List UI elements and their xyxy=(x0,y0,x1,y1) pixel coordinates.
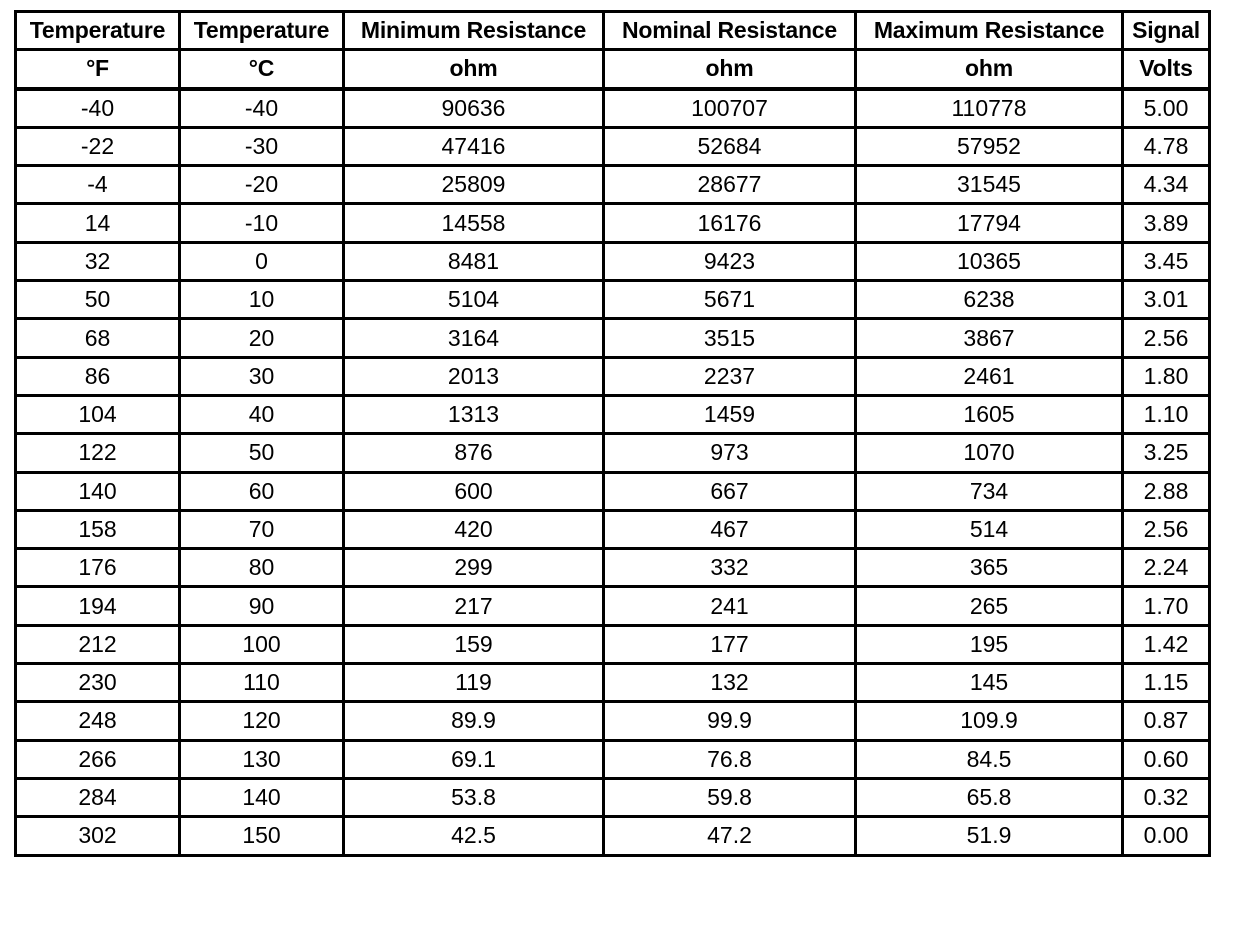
cell-minimum-resistance: 2013 xyxy=(344,357,604,395)
cell-signal-volts: 5.00 xyxy=(1123,89,1210,128)
cell-signal-volts: 3.01 xyxy=(1123,281,1210,319)
cell-minimum-resistance: 14558 xyxy=(344,204,604,242)
table-row xyxy=(16,242,1210,280)
table-row xyxy=(16,664,1210,702)
table-body xyxy=(16,89,1210,855)
cell-temperature-f: 212 xyxy=(16,625,180,663)
cell-maximum-resistance: 2461 xyxy=(856,357,1123,395)
cell-signal-volts: 0.60 xyxy=(1123,740,1210,778)
table-row xyxy=(16,89,1210,128)
unit-fahrenheit: °F xyxy=(16,50,180,89)
cell-maximum-resistance: 145 xyxy=(856,664,1123,702)
table-row xyxy=(16,587,1210,625)
cell-temperature-f: -22 xyxy=(16,127,180,165)
cell-maximum-resistance: 3867 xyxy=(856,319,1123,357)
sensor-resistance-table xyxy=(14,10,1211,857)
cell-minimum-resistance: 600 xyxy=(344,472,604,510)
cell-signal-volts: 0.87 xyxy=(1123,702,1210,740)
cell-nominal-resistance: 241 xyxy=(604,587,856,625)
cell-nominal-resistance: 100707 xyxy=(604,89,856,128)
cell-maximum-resistance: 17794 xyxy=(856,204,1123,242)
table-row xyxy=(16,778,1210,816)
cell-temperature-f: 248 xyxy=(16,702,180,740)
cell-signal-volts: 1.42 xyxy=(1123,625,1210,663)
cell-maximum-resistance: 57952 xyxy=(856,127,1123,165)
cell-temperature-f: 14 xyxy=(16,204,180,242)
cell-temperature-f: 302 xyxy=(16,817,180,855)
cell-temperature-c: 90 xyxy=(180,587,344,625)
cell-temperature-f: 194 xyxy=(16,587,180,625)
units-row xyxy=(16,50,1210,89)
header-signal: Signal xyxy=(1123,12,1210,50)
cell-temperature-c: 100 xyxy=(180,625,344,663)
cell-temperature-c: 50 xyxy=(180,434,344,472)
cell-signal-volts: 0.32 xyxy=(1123,778,1210,816)
cell-signal-volts: 1.10 xyxy=(1123,395,1210,433)
cell-signal-volts: 1.80 xyxy=(1123,357,1210,395)
cell-maximum-resistance: 734 xyxy=(856,472,1123,510)
cell-temperature-c: 60 xyxy=(180,472,344,510)
table-row xyxy=(16,625,1210,663)
cell-temperature-f: 284 xyxy=(16,778,180,816)
header-temperature-c: Temperature xyxy=(180,12,344,50)
cell-nominal-resistance: 467 xyxy=(604,510,856,548)
cell-temperature-c: 150 xyxy=(180,817,344,855)
cell-temperature-c: 0 xyxy=(180,242,344,280)
cell-signal-volts: 4.78 xyxy=(1123,127,1210,165)
cell-temperature-f: 140 xyxy=(16,472,180,510)
unit-ohm-min: ohm xyxy=(344,50,604,89)
cell-maximum-resistance: 514 xyxy=(856,510,1123,548)
cell-minimum-resistance: 90636 xyxy=(344,89,604,128)
unit-ohm-nominal: ohm xyxy=(604,50,856,89)
cell-signal-volts: 0.00 xyxy=(1123,817,1210,855)
cell-temperature-f: -4 xyxy=(16,166,180,204)
cell-temperature-c: 110 xyxy=(180,664,344,702)
cell-minimum-resistance: 217 xyxy=(344,587,604,625)
cell-temperature-c: 40 xyxy=(180,395,344,433)
header-minimum-resistance: Minimum Resistance xyxy=(344,12,604,50)
table-row xyxy=(16,817,1210,855)
cell-nominal-resistance: 332 xyxy=(604,549,856,587)
cell-maximum-resistance: 6238 xyxy=(856,281,1123,319)
cell-signal-volts: 2.56 xyxy=(1123,510,1210,548)
header-nominal-resistance: Nominal Resistance xyxy=(604,12,856,50)
spec-sheet xyxy=(14,10,1211,857)
cell-signal-volts: 4.34 xyxy=(1123,166,1210,204)
header-temperature-f: Temperature xyxy=(16,12,180,50)
cell-temperature-f: 50 xyxy=(16,281,180,319)
cell-maximum-resistance: 1605 xyxy=(856,395,1123,433)
cell-minimum-resistance: 159 xyxy=(344,625,604,663)
cell-nominal-resistance: 2237 xyxy=(604,357,856,395)
cell-temperature-f: 230 xyxy=(16,664,180,702)
cell-temperature-c: -10 xyxy=(180,204,344,242)
cell-minimum-resistance: 8481 xyxy=(344,242,604,280)
cell-maximum-resistance: 265 xyxy=(856,587,1123,625)
cell-nominal-resistance: 667 xyxy=(604,472,856,510)
cell-temperature-c: -20 xyxy=(180,166,344,204)
cell-maximum-resistance: 10365 xyxy=(856,242,1123,280)
cell-temperature-c: 10 xyxy=(180,281,344,319)
cell-minimum-resistance: 1313 xyxy=(344,395,604,433)
cell-signal-volts: 1.15 xyxy=(1123,664,1210,702)
cell-signal-volts: 2.24 xyxy=(1123,549,1210,587)
cell-temperature-c: 120 xyxy=(180,702,344,740)
cell-maximum-resistance: 109.9 xyxy=(856,702,1123,740)
table-row xyxy=(16,319,1210,357)
cell-minimum-resistance: 53.8 xyxy=(344,778,604,816)
table-row xyxy=(16,740,1210,778)
cell-minimum-resistance: 89.9 xyxy=(344,702,604,740)
cell-minimum-resistance: 47416 xyxy=(344,127,604,165)
cell-nominal-resistance: 5671 xyxy=(604,281,856,319)
cell-maximum-resistance: 110778 xyxy=(856,89,1123,128)
cell-temperature-c: 140 xyxy=(180,778,344,816)
cell-minimum-resistance: 119 xyxy=(344,664,604,702)
cell-nominal-resistance: 3515 xyxy=(604,319,856,357)
cell-maximum-resistance: 51.9 xyxy=(856,817,1123,855)
cell-minimum-resistance: 25809 xyxy=(344,166,604,204)
cell-temperature-f: 32 xyxy=(16,242,180,280)
cell-maximum-resistance: 65.8 xyxy=(856,778,1123,816)
cell-minimum-resistance: 876 xyxy=(344,434,604,472)
cell-minimum-resistance: 69.1 xyxy=(344,740,604,778)
cell-temperature-c: 70 xyxy=(180,510,344,548)
cell-temperature-f: -40 xyxy=(16,89,180,128)
cell-maximum-resistance: 365 xyxy=(856,549,1123,587)
cell-temperature-f: 68 xyxy=(16,319,180,357)
cell-nominal-resistance: 52684 xyxy=(604,127,856,165)
cell-temperature-f: 158 xyxy=(16,510,180,548)
cell-signal-volts: 3.25 xyxy=(1123,434,1210,472)
table-row xyxy=(16,166,1210,204)
table-row xyxy=(16,204,1210,242)
unit-volts: Volts xyxy=(1123,50,1210,89)
unit-celsius: °C xyxy=(180,50,344,89)
cell-nominal-resistance: 177 xyxy=(604,625,856,663)
cell-nominal-resistance: 59.8 xyxy=(604,778,856,816)
cell-nominal-resistance: 99.9 xyxy=(604,702,856,740)
cell-minimum-resistance: 5104 xyxy=(344,281,604,319)
cell-minimum-resistance: 3164 xyxy=(344,319,604,357)
cell-signal-volts: 2.88 xyxy=(1123,472,1210,510)
cell-temperature-f: 176 xyxy=(16,549,180,587)
cell-maximum-resistance: 84.5 xyxy=(856,740,1123,778)
cell-temperature-f: 122 xyxy=(16,434,180,472)
table-row xyxy=(16,395,1210,433)
cell-signal-volts: 3.89 xyxy=(1123,204,1210,242)
cell-nominal-resistance: 16176 xyxy=(604,204,856,242)
table-row xyxy=(16,702,1210,740)
cell-signal-volts: 1.70 xyxy=(1123,587,1210,625)
table-row xyxy=(16,434,1210,472)
cell-maximum-resistance: 195 xyxy=(856,625,1123,663)
cell-minimum-resistance: 299 xyxy=(344,549,604,587)
cell-maximum-resistance: 1070 xyxy=(856,434,1123,472)
cell-temperature-c: 30 xyxy=(180,357,344,395)
cell-temperature-f: 266 xyxy=(16,740,180,778)
table-row xyxy=(16,549,1210,587)
cell-nominal-resistance: 9423 xyxy=(604,242,856,280)
cell-nominal-resistance: 973 xyxy=(604,434,856,472)
header-maximum-resistance: Maximum Resistance xyxy=(856,12,1123,50)
table-row xyxy=(16,357,1210,395)
cell-maximum-resistance: 31545 xyxy=(856,166,1123,204)
cell-temperature-c: -40 xyxy=(180,89,344,128)
cell-nominal-resistance: 1459 xyxy=(604,395,856,433)
unit-ohm-max: ohm xyxy=(856,50,1123,89)
table-row xyxy=(16,472,1210,510)
cell-temperature-c: -30 xyxy=(180,127,344,165)
cell-nominal-resistance: 28677 xyxy=(604,166,856,204)
cell-temperature-c: 80 xyxy=(180,549,344,587)
header-row xyxy=(16,12,1210,50)
cell-temperature-c: 130 xyxy=(180,740,344,778)
cell-nominal-resistance: 47.2 xyxy=(604,817,856,855)
cell-temperature-c: 20 xyxy=(180,319,344,357)
cell-signal-volts: 2.56 xyxy=(1123,319,1210,357)
table-row xyxy=(16,510,1210,548)
table-header xyxy=(16,12,1210,89)
table-row xyxy=(16,281,1210,319)
cell-nominal-resistance: 76.8 xyxy=(604,740,856,778)
cell-nominal-resistance: 132 xyxy=(604,664,856,702)
cell-temperature-f: 86 xyxy=(16,357,180,395)
cell-temperature-f: 104 xyxy=(16,395,180,433)
table-row xyxy=(16,127,1210,165)
cell-minimum-resistance: 42.5 xyxy=(344,817,604,855)
cell-signal-volts: 3.45 xyxy=(1123,242,1210,280)
cell-minimum-resistance: 420 xyxy=(344,510,604,548)
